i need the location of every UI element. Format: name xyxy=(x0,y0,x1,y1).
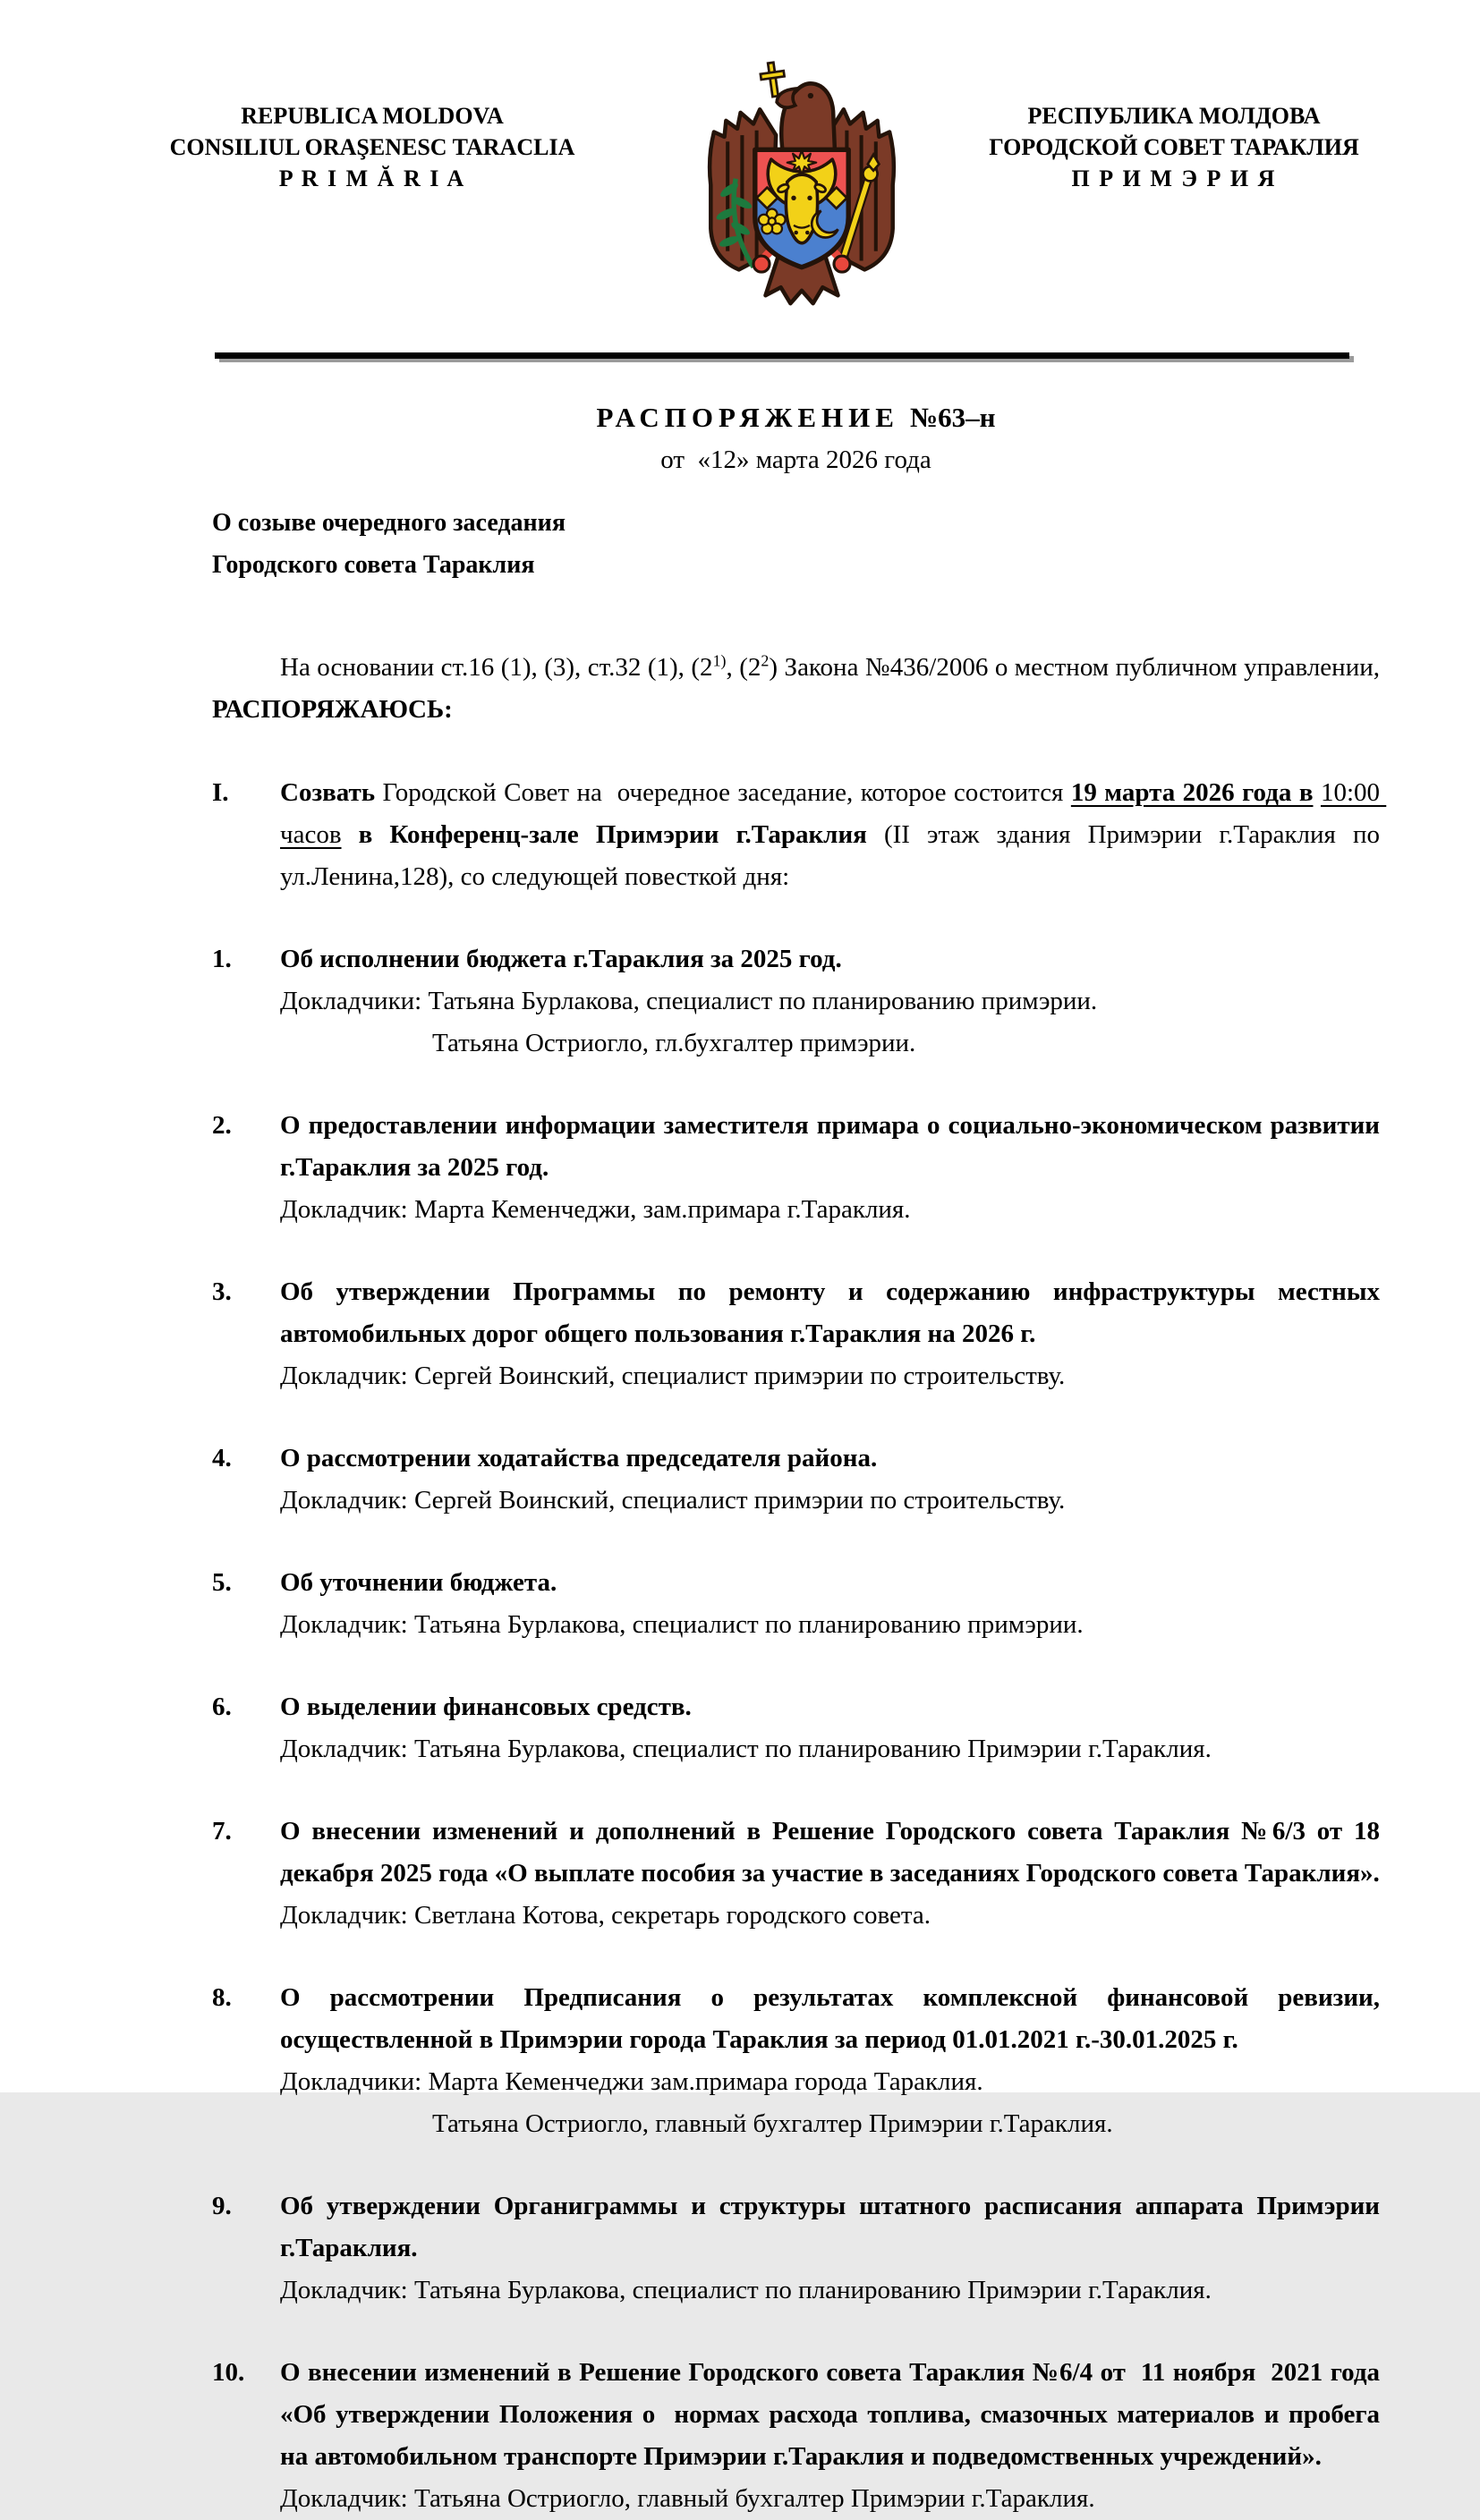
agenda-item-speaker: Докладчик: Татьяна Бурлакова, специалист по планированию примэрии. xyxy=(280,1610,1084,1639)
org-council-ro: CONSILIUL ORAŞENESC TARACLIA xyxy=(169,134,575,160)
agenda-item-number: 5. xyxy=(212,1568,232,1597)
order-date: от «12» марта 2026 года xyxy=(660,445,931,474)
agenda-item-number: 10. xyxy=(212,2358,245,2387)
agenda-item xyxy=(212,1977,1387,2145)
agenda-item xyxy=(212,2352,1387,2520)
order-word: РАСПОРЯЖЕНИЕ xyxy=(596,402,899,433)
agenda-item xyxy=(212,1686,1380,1770)
agenda-item-number: 3. xyxy=(212,1277,232,1306)
convene-item-text: Созвать Городской Совет на очередное заседание, которое состоится 19 марта 2026 года в 10:00 часов в Конференц-зале Примэрии г.Тараклия (II этаж здания Примэрии г.Тараклия по ул.Ленина,128), со следующей повесткой дня: xyxy=(280,778,1387,891)
agenda-item-speaker: Докладчик: Татьяна Бурлакова, специалист по планированию Примэрии г.Тараклия. xyxy=(280,1735,1212,1763)
moldova-coat-of-arms-icon xyxy=(689,54,914,315)
order-heading xyxy=(212,402,1380,475)
agenda-item-number: 4. xyxy=(212,1444,232,1472)
agenda-item-speaker: Докладчики: Марта Кеменчеджи зам.примара города Тараклия. xyxy=(280,2067,983,2096)
agenda-item xyxy=(212,2185,1387,2312)
order-subject xyxy=(212,502,1380,586)
agenda-item-speaker: Докладчики: Татьяна Бурлакова, специалист по планированию примэрии. xyxy=(280,987,1098,1015)
org-country-ro: REPUBLICA MOLDOVA xyxy=(241,103,504,129)
agenda-item-speaker: Докладчик: Сергей Воинский, специалист примэрии по строительству. xyxy=(280,1362,1066,1390)
agenda-item-speaker: Докладчик: Сергей Воинский, специалист примэрии по строительству. xyxy=(280,1486,1066,1515)
org-name-romanian xyxy=(123,54,621,194)
agenda-item-title: О внесении изменений в Решение Городского совета Тараклия №6/4 от 11 ноября 2021 года «Об утверждении Положения о нормах расхода топлива, смазочных материалов и пробега на автомобильном транспорте Примэрии г.Тараклия и подведомственных учреждений». xyxy=(280,2358,1387,2471)
convene-item xyxy=(212,772,1387,898)
agenda-item-speaker-secondary: Татьяна Остриогло, гл.бухгалтер примэрии. xyxy=(432,1029,916,1057)
agenda-item-number: 8. xyxy=(212,1983,232,2012)
agenda-item-title: Об исполнении бюджета г.Тараклия за 2025 год. xyxy=(280,945,842,973)
agenda-item-title: О рассмотрении Предписания о результатах комплексной финансовой ревизии, осуществленной в Примэрии города Тараклия за период 01.01.2021 г.-30.01.2025 г. xyxy=(280,1983,1387,2054)
agenda-item-title: Об утверждении Органиграммы и структуры штатного расписания аппарата Примэрии г.Тараклия. xyxy=(280,2192,1387,2262)
agenda-item xyxy=(212,1105,1387,1231)
agenda-item xyxy=(212,1811,1387,1937)
letterhead xyxy=(0,0,1480,315)
intro-paragraph: На основании ст.16 (1), (3), ст.32 (1), (2$^{1)}$, $(2^2)$ Закона №436/2006 о местном публичном управлении, РАСПОРЯЖАЮСЬ: xyxy=(212,651,1387,724)
org-primaria-ru: П Р И М Э Р И Я xyxy=(1071,165,1277,191)
org-country-ru: РЕСПУБЛИКА МОЛДОВА xyxy=(1027,103,1321,129)
agenda-item-speaker: Докладчик: Татьяна Остриогло, главный бухгалтер Примэрии г.Тараклия. xyxy=(280,2484,1095,2513)
org-name-russian xyxy=(941,54,1407,194)
agenda-item xyxy=(212,1271,1387,1397)
agenda-item-title: О предоставлении информации заместителя примара о социально-экономическом развитии г.Тараклия за 2025 год. xyxy=(280,1111,1387,1182)
agenda-item-speaker-secondary: Татьяна Остриогло, главный бухгалтер Примэрии г.Тараклия. xyxy=(432,2109,1113,2138)
convene-item-number: I. xyxy=(212,778,229,807)
agenda-item-number: 7. xyxy=(212,1817,232,1845)
document-body xyxy=(212,402,1387,2520)
order-number: №63–н xyxy=(909,402,996,433)
agenda-item-title: Об уточнении бюджета. xyxy=(280,1568,557,1597)
agenda-list xyxy=(212,938,1387,2520)
agenda-item-speaker: Докладчик: Светлана Котова, секретарь городского совета. xyxy=(280,1901,931,1930)
agenda-item-speaker: Докладчик: Марта Кеменчеджи, зам.примара г.Тараклия. xyxy=(280,1195,911,1224)
order-subject-line1: О созыве очередного заседания xyxy=(212,509,566,537)
agenda-item xyxy=(212,1562,1380,1646)
agenda-item xyxy=(212,938,1380,1065)
org-primaria-ro: P R I M Ă R I A xyxy=(278,165,466,191)
agenda-item-title: Об утверждении Программы по ремонту и содержанию инфраструктуры местных автомобильных дорог общего пользования г.Тараклия на 2026 г. xyxy=(280,1277,1387,1348)
agenda-item-number: 2. xyxy=(212,1111,232,1140)
agenda-item xyxy=(212,1438,1380,1522)
agenda-item-number: 6. xyxy=(212,1693,232,1721)
agenda-item-title: О выделении финансовых средств. xyxy=(280,1693,692,1721)
agenda-item-title: О внесении изменений и дополнений в Решение Городского совета Тараклия №6/3 от 18 декабря 2025 года «О выплате пособия за участие в заседаниях Городского совета Тараклия». xyxy=(280,1817,1387,1888)
agenda-item-number: 1. xyxy=(212,945,232,973)
order-title xyxy=(212,402,1380,434)
org-council-ru: ГОРОДСКОЙ СОВЕТ ТАРАКЛИЯ xyxy=(989,134,1359,160)
agenda-item-title: О рассмотрении ходатайства председателя района. xyxy=(280,1444,878,1472)
agenda-item-number: 9. xyxy=(212,2192,232,2220)
order-subject-line2: Городского совета Тараклия xyxy=(212,551,535,579)
agenda-item-speaker: Докладчик: Татьяна Бурлакова, специалист по планированию Примэрии г.Тараклия. xyxy=(280,2276,1212,2304)
header-divider xyxy=(215,352,1349,359)
